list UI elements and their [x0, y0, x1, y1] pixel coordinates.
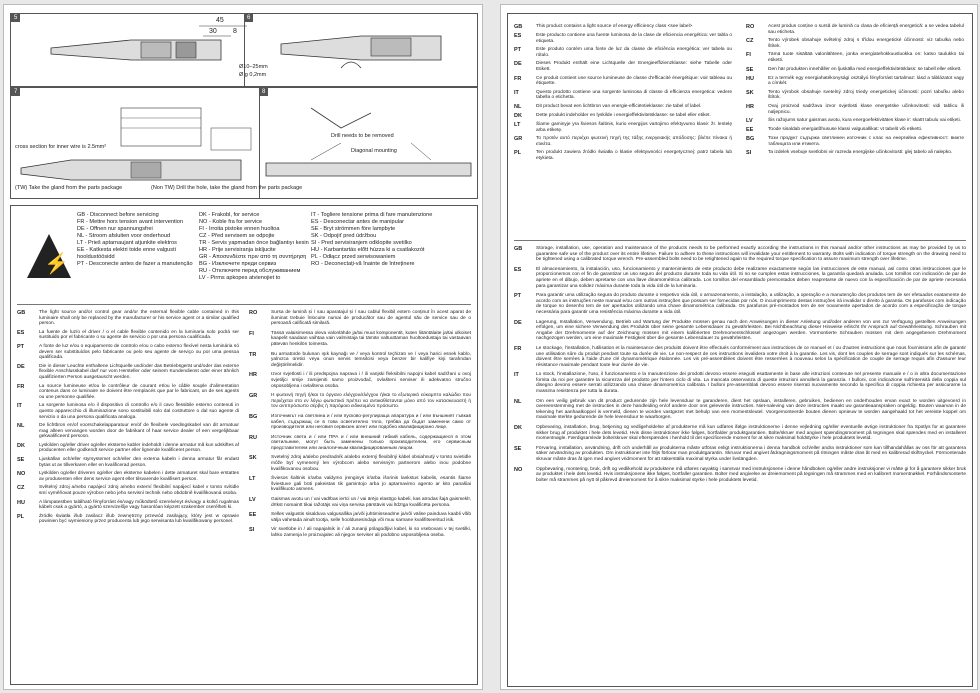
language-code: RU: [249, 434, 257, 441]
language-text: Lyskilden og/eller driveren og/eller den eksterne kabelen i dette armaturet skal bare erstattes av produsenten eller dens service agent eller tilsvarende kvalifisert person.: [39, 471, 239, 482]
legend-line: FR - Mettre hors tension avant intervention: [77, 219, 184, 225]
language-code: ES: [514, 266, 522, 273]
language-entry: [746, 127, 964, 133]
language-code: LT: [249, 476, 256, 483]
language-code: SE: [746, 66, 754, 73]
language-code: RO: [249, 310, 258, 316]
language-entry: [746, 104, 964, 115]
language-entry: [514, 372, 966, 394]
language-code: TR: [249, 351, 257, 358]
language-code: ES: [17, 329, 25, 336]
language-code: GR: [514, 136, 523, 143]
legend-line: PT - Desconecte antes de fazer a manutenção: [77, 261, 193, 267]
language-entry: [514, 24, 732, 30]
language-code: BG: [746, 136, 755, 143]
language-text: Šiame gaminyje yra šviesos šaltinis, kurio energijos vartojimo efektyvumo klasė: žr. lentelę arba etiketę.: [536, 121, 732, 133]
language-entry: [249, 476, 471, 493]
language-code: PT: [514, 293, 522, 300]
language-entry: [249, 512, 471, 523]
language-entry: [17, 344, 239, 361]
language-code: GR: [249, 393, 258, 400]
language-entry: [514, 425, 966, 442]
language-code: FI: [249, 330, 254, 337]
language-text: La source lumineuse et/ou le contrôleur de courant et/ou le câble souple d'alimentation contenus dans ce luminaire ne doivent être remplacés que par le fabricant, un de ses agents ou une personne qualifiée.: [39, 383, 239, 400]
legend-line: SE - Bryt strömmen före lampbyte: [311, 226, 396, 232]
language-text: Izvor svjetlosti i / ili predspojna naprava i / ili vanjski fleksibilni napojni kabel sadržani u ovoj svjetiljci smije zamijeniti samo proizvođač, ovlašteni serviser ili adekvatno stručno osposobljena i ovlaštena osoba.: [271, 372, 471, 389]
language-text: Acest produs conține o sursă de lumină cu clasa de eficiență energetică: a se vedea tabelul sau eticheta.: [768, 24, 964, 35]
language-text: Tässä valaisimessa oleva valonlähde ja/tai muut komponentit, kuten liitäntälaite ja/tai ulkoiset kaapelit saadaan vaihtaa vain valmistaja tai tämän valtuuttaman huoltoedustaja tai vastaavan pätevän henkilön toimesta.: [271, 330, 471, 347]
language-text: Storage, installation, use, operation and maintenance of the products needs to be performed exactly according the instructions in this manual and/or other instructions as may be provided by us to guarantee safe use of the product over its entire lifetime. Failure to adhere to these instructions will invalidate your entitlement to warranty. Bolts with indication of torque strength on the drawing need to be tightened using a calibrated torque wrench. Pre-assembled bolts need to be retightened again to the required torque specification to assure maximum strength over lifetime.: [536, 246, 966, 263]
language-code: IT: [514, 372, 519, 379]
language-text: Šis ražojums satur gaismas avotu, kura energoefektivitātes klase ir: skatīt tabulu vai etiķeti.: [768, 118, 962, 124]
drawing-panel-top: [10, 13, 478, 87]
language-entry: [746, 24, 964, 35]
language-code: NL: [17, 423, 25, 430]
caption-tw: (TW) Take the gland from the parts package: [15, 185, 123, 191]
language-code: HU: [17, 499, 25, 506]
language-entry: [514, 446, 966, 463]
language-text: Ta izdelek vsebuje svetlobni vir razreda energijske učinkovitosti: glej tabelo ali nalepko.: [768, 150, 953, 156]
language-code: NO: [17, 471, 26, 478]
language-code: NO: [514, 466, 523, 473]
language-text: Tento výrobok obsahuje svetelný zdroj triedy energetickej účinnosti: pozri tabuľku alebo štítok.: [768, 89, 964, 101]
legend-column-2: [199, 212, 309, 282]
dimension-45: 45: [216, 17, 224, 24]
replacement-text-left: [17, 310, 239, 528]
language-entry: [249, 414, 471, 431]
language-text: Dieses Produkt enthält eine Lichtquelle der Energieeffizienzklasse: siehe Tabelle oder Etikett.: [536, 61, 732, 72]
language-code: FR: [17, 383, 25, 390]
language-entry: [514, 346, 966, 368]
language-entry: [17, 364, 239, 381]
language-code: LV: [249, 497, 256, 504]
legend-column-3: [311, 212, 471, 268]
language-code: SI: [746, 150, 752, 157]
language-text: Opbevaring, installation, brug, betjening og vedligeholdelse af produkterne må kun udføres ifølge instruktionerne i denne vejledning og/eller eventuelle øvrige instruktioner fra Spotlys for at garantere sikker brug af produktet i hele dets levetid. Hvis disse instruktioner ikke følges, bortfalder produktgarantien. Bolte/skruer med angivet spændingsmoment på tegningen skal spændes med en installeret momentnøgle. Færdigsamlede bolte/skruer skal efterspændes i henhold til det specificerede moment for at sikre maksimal holdstyrke i hele produktets levetid.: [536, 425, 966, 442]
language-text: This product contains a light source of energy efficiency class <see label>: [536, 24, 693, 29]
language-code: PL: [514, 150, 522, 157]
language-text: Източникът на светлина и / или пусково-регулираща апаратура и / или външният гъвкав кабел, съдържащ се в това осветително тяло, трябва да бъдат заменени само от производителя или неговия сервизен агент или подобно квалифицирано лице.: [271, 413, 471, 431]
language-entry: [746, 90, 964, 101]
language-text: Toode sisaldab energiatõhususe klassi valgusallikat: vt tabelit või etiketti.: [768, 127, 923, 133]
legend-line: NO - Koble fra for service: [199, 219, 263, 225]
language-code: FR: [514, 75, 522, 82]
language-entry: [514, 293, 966, 315]
language-entry: [17, 514, 239, 525]
language-text: Vir svetlobe in / ali napajalnik in / ali zunanji prilagodljivi kabel, ki so vsebovani v tej svetilki, lahko zamenja le proizvajalec ali njegov serviser ali podobno usposobljena oseba.: [271, 527, 471, 538]
language-text: Ez a termék egy energiahatékonysági osztályú fényforrást tartalmaz: lásd a táblázatot vagy a címkét.: [768, 75, 964, 87]
language-text: Το προϊόν αυτό περιέχει φωτεινή πηγή της τάξης ενεργειακής απόδοσης: βλέπε πίνακα ή ετικέτα.: [536, 136, 732, 147]
language-text: The light source and/or control gear and/or the external flexible cable contained in this luminaire shall only be replaced by the manufacturer or his service agent or a similar qualified person.: [39, 310, 239, 327]
language-entry: [514, 467, 966, 484]
legend-line: CZ - Před servisem se odpojte: [199, 233, 275, 239]
legend-line: BG - Изключете преди сервиз: [199, 261, 277, 267]
legend-line: TR - Servis yapmadan önce bağlantıyı kesin: [199, 240, 309, 246]
wire-spec-label: Ø g 0,2mm: [239, 72, 267, 78]
language-code: HR: [746, 103, 754, 110]
language-entry: [249, 352, 471, 369]
language-entry: [746, 38, 964, 49]
language-code: DE: [514, 61, 522, 68]
language-text: Sursa de lumină și / sau aparatajul și / sau cablul flexibil extern conținut în acest aparat de iluminat trebuie înlocuite numai de producător sau de agentul său de service sau de o persoană calificată similară.: [271, 310, 471, 327]
language-code: DK: [17, 442, 25, 449]
language-text: Oppbevaring, montering, bruk, drift og vedlikehold av produktene må utføres nøyaktig i samsvar med instruksjonene i denne håndboken og/eller andre instruksjoner vi måtte gi for å garantere sikker bruk av produktet i hele dets levetid. Hvis instruksjonene ikke følges, bortfaller garantien. Bolter med angivelse av dreiemoment på tegningen må strammes med en kalibrert momentnøkkel. Forhåndsmonterte bolter må strammes på nytt til påkrevd dreiemoment for å sikre maksimal styrke i hele produktets levetid.: [536, 466, 966, 483]
language-entry: [746, 76, 964, 87]
energy-text-right: [746, 24, 964, 159]
language-entry: [249, 527, 471, 538]
legend-line: GR - Αποσυνδέστε πριν από τη συντήρηση: [199, 254, 307, 260]
language-entry: [249, 372, 471, 389]
language-code: IT: [17, 403, 22, 410]
safety-text-box: [10, 205, 478, 685]
language-entry: [514, 136, 732, 147]
diagonal-mounting-label: Diagonal mounting: [351, 148, 397, 154]
lightning-bolt-icon: ⚡: [44, 253, 69, 275]
language-entry: [17, 485, 239, 496]
dimension-8: 8: [233, 28, 237, 35]
legend-line: GB - Disconnect before servicing: [77, 212, 159, 218]
language-text: Para garantir uma utilização segura do produto durante o respetivo vida útil, o armazenamento, a instalação, a utilização, a operação e a manutenção dos produtos tem de ser efetuados exatamente de acordo com as instruções neste manual e/ou com outras instruções que possam ser fornecidas por nós. O incumprimento destas instruções irá invalidar o direito à garantia. Os parafusos com indicação de torque no desenho tem de ser apertados utilizando uma chave dinamométrica calibrada. Os parafusos pré-montados tem de ser novamente apertados de acordo com a especificação de torque necessária para garantir uma resistência máxima durante a vida útil.: [536, 293, 966, 315]
language-entry: [514, 33, 732, 44]
language-code: SK: [249, 455, 257, 462]
language-entry: [249, 310, 471, 327]
language-text: A fonte de luz e/ou o equipamento de controlo e/ou o cabo externo flexível nesta luminária só devem ser substituídos pelo fabricante ou pelo seu agente de serviço ou por uma pessoa qualificada.: [39, 343, 239, 361]
legend-line: SI - Pred servisiranjem odklopite svetilko: [311, 240, 412, 246]
language-code: BG: [249, 413, 258, 420]
language-code: RO: [746, 24, 755, 30]
language-code: GB: [514, 24, 523, 30]
language-code: PT: [17, 343, 25, 350]
legend-line: EE - Katkesta elektri toide enne valgusti hooldustöösidd: [77, 247, 176, 260]
language-text: Ce produit contient une source lumineuse de classe d'efficacité énergétique: voir tableau ou étiquette.: [536, 75, 732, 87]
replacement-text-right: [249, 310, 471, 543]
legend-line: SK - Odpojiť pred údržbou: [311, 233, 377, 239]
language-text: Förvaring, installation, användning, drift och underhåll av produkterna måste utföras enligt instruktionerna i denna handbok och/eller andra instruktioner som kan tillhandahållas av oss för att garantera säker användning av produkten. Om instruktioner inte följs förlorar man produktgarantin. Skruvar med angivet åtdragningsmoment på ritningen måste dras åt med en kalibrerad skiftnyckel. Förmonterade skruvar måste dras åt igen med angivet vridmoment för att säkerställa maximal styrka under livslängden.: [536, 445, 966, 462]
language-entry: [514, 47, 732, 58]
legend-column-1: [77, 212, 202, 268]
dimension-30: 30: [209, 28, 217, 35]
language-entry: [514, 90, 732, 101]
language-code: NL: [514, 103, 522, 110]
legend-line: RU - Отключите перед обслуживанием: [199, 268, 301, 274]
language-code: DK: [514, 425, 522, 432]
storage-text: [514, 246, 966, 487]
language-text: Selles valgustis sisalduva valgusallika ja/või juhtimisseadme ja/või välise painduva kaabli võib välja vahetada ainult tootja, selle hooldusesindaja või muu sarnane kvalifitseeritud isik.: [271, 512, 471, 523]
language-code: DK: [514, 112, 522, 119]
language-text: Questo prodotto contiene una sorgente luminosa di classe di efficienza energetica: vedere tabella o etichetta.: [536, 89, 732, 101]
language-text: Šviesos šaltinis ir/arba valdymo įrenginys ir/arba išorinis lankstus kabelis, esantis šiame šviestuve gali būti pakeistas tik gamintojo arba jo aptarnavimo agento ar kito panašiai kvalifikuoto asmens.: [271, 476, 471, 493]
language-text: Die in dieser Leuchte enthaltene Lichtquelle und/oder das Betriebsgerät und/oder das externe flexible Anschlusskabel darf nur vom Hersteller oder seinem Kundendienst oder einer ähnlich qualifizierten Person ausgetauscht werden.: [39, 363, 239, 380]
language-code: DE: [17, 363, 25, 370]
panel-number: 8: [259, 88, 268, 96]
language-text: Lyskilden og/eller driver og/eller eksterne kabler indeholdt i denne armatur må kun udskiftes af producenten eller godkendt service partner eller lignende kvalificeret person.: [39, 442, 239, 454]
language-code: FI: [746, 52, 751, 59]
language-entry: [746, 52, 964, 63]
language-entry: [514, 320, 966, 342]
language-text: Svetelný zdroj a/alebo predradník a/alebo externý flexibilný kábel obsiahnutý v tomto svietidle môže byť vymenený len výrobcom alebo servisným partnerom alebo inou podobne kvalifikovanou osobou.: [271, 455, 471, 472]
cross-section-note: cross section for inner wire is 2.5mm²: [15, 144, 107, 150]
language-text: Lagerung, Installation, Verwendung, Betrieb und Wartung der Produkte müssen genau nach den Anweisungen in dieser Anleitung und/oder anderen von uns zur Verfügung gestellten Anweisungen erfolgen, um eine sichere Verwendung des Produkts über seine gesamte Lebensdauer zu gewährleisten. Bei Nichtbeachtung dieser Hinweise erlischt Ihr Anspruch auf Gewährleistung. Schrauben mit Angabe der Drehmomente auf der Zeichnung müssen mit einem kalibrierten Drehmomentschlüssel angezogen werden. Vormontierte Schrauben müssen mit dem angegebenen Drehmoment nachgezogen werden, um eine maximale Festigkeit über die gesamte Lebensdauer zu gewährleisten.: [536, 319, 966, 342]
language-text: Источник света и / или ПРА и / или внешний гибкий кабель, содержащиеся в этом светильнике, могут быть заменены только производителем, его сервисным представителем или аналогичным квалифицированным лицом.: [271, 434, 471, 451]
language-text: Ljuskällan och/eller styrsystemet och/eller den externa kabeln i denna armatur får endast bytas ut av tillverkaren eller en kvalificerad person.: [39, 457, 239, 468]
language-entry: [17, 310, 239, 327]
language-text: Ten produkt zawiera źródło światła o klasie efektywności energetycznej: patrz tabela lub etykieta.: [536, 150, 732, 161]
language-code: IT: [514, 89, 519, 96]
section-divider: [514, 240, 966, 241]
section-divider: [17, 304, 471, 305]
cable-diameter-label: Ø10–25mm: [239, 64, 268, 70]
right-instruction-sheet: [500, 4, 978, 690]
language-code: DE: [514, 319, 522, 326]
language-code: EE: [249, 512, 257, 519]
legend-line: NL - Stroom afsluiten voor onderhoud: [77, 233, 171, 239]
language-text: Světelný zdroj a/nebo napájecí zdroj a/nebo externí flexibilní napájecí kabel v tomto svítidle smí vyměňovat pouze výrobce nebo jeho servisní technik nebo obdobně kvalifikovaná osoba.: [39, 485, 239, 497]
language-text: La sorgente luminosa e/o il dispositivo di controllo e/o il cavo flessibile esterno contenuti in questo apparecchio di illuminazione sono sostituibili solo dal costruttore o dal suo agente di servizio o da una persona qualificata analoga.: [39, 403, 239, 420]
legend-line: IT - Togliere tensione prima di fare manutenzione: [311, 212, 433, 218]
legend-line: LT - Prieš aptarnaujant atjunkite elektros: [77, 240, 177, 246]
language-code: SK: [746, 89, 754, 96]
language-text: Lo stock, l'installazione, l'uso, il funzionamento e la manutenzione dei prodotti devono essere eseguiti esattamente in base alle istruzioni contenute nel presente manuale e / o in altra documentazione fornita da noi per garantire la sicurezza del prodotto per l'intero ciclo di vita. La mancata osservanza di queste istruzioni annullerà la garanzia. I bulloni, con indicazione sull'intensità della coppia sul disegno devono essere serrati utilizzando una chiave dinamometrica calibrata. I bulloni pre-assemblati devono essere riserrati nuovamente secondo la specifica di coppia richiesta per assicurarne la massima resistenza per tutta la durata.: [536, 372, 966, 395]
language-entry: [17, 471, 239, 482]
language-text: La fuente de luz/o el driver / o el cable flexible contenido en la luminaria solo podrá ser sustituido por el fabricante o su agente de servicio o por una persona cualificada.: [39, 329, 239, 341]
language-entry: [746, 136, 964, 147]
left-instruction-sheet: [3, 4, 483, 690]
language-entry: [514, 76, 732, 87]
panel-number: 7: [11, 88, 20, 96]
language-entry: [514, 113, 732, 119]
language-entry: [514, 267, 966, 289]
language-entry: [514, 122, 732, 133]
language-code: FR: [514, 345, 522, 352]
language-code: EE: [746, 127, 754, 134]
wiring-drawing: [11, 88, 477, 198]
language-text: Om een veilig gebruik van dit product gedurende zijn hele levensduur te garanderen, dient het opslaan, installeren, gebruiken, bedienen en onderhouden ervan exact te worden uitgevoerd in overeenstemming met de instructies in deze handleiding en/of andere door ons geleverde instructies. Niet-naleving van deze instructies maakt uw garantieaanspraken ongeldig. Bouten waarvan in de tekening het aanhaalkoppel is vermeld, dienen te worden vastgezet met behulp van een momentsleutel. Voorgemonteerde bouten dienen opnieuw te worden aangehaald tot het vereiste koppel om maximale sterkte gedurende de hele levensduur te waarborgen.: [536, 398, 966, 421]
language-entry: [514, 246, 966, 263]
language-text: El almacenamiento, la instalación, uso, funcionamiento y mantenimiento de este producto debe realizarse exactamente según las instrucciones de este manual, así como otras instrucciones que le proporcionemos con el fin de garantizar un uso seguro del producto durante toda su vida útil. Si no se cumplen estas instrucciones, la garantía quedará anulada. Los tornillos con indicación de par de apriete en el dibujo, deben apretarse con una llave dinamométrica calibrada. Los tornillos del ensamblado premontados deben reapretarse de nuevo con la especificación de par de apriete necesaria para garantizar una solidez máxima durante toda la vida útil de la luminaria.: [536, 266, 966, 289]
legend-line: DK - Frakobl, for service: [199, 212, 260, 218]
language-text: Bu armatürde bulunan ışık kaynağı ve / veya kontrol teçhizatı ve / veya harici esnek kablo, yalnızca üretici veya onun servis temsilcisi veya benzer bir kalifiye kişi tarafından değiştirilmelidir.: [271, 351, 471, 368]
language-entry: [249, 435, 471, 452]
legend-line: HR - Prije servisiranja iskljucite: [199, 247, 276, 253]
language-code: SE: [514, 445, 522, 452]
language-text: Den här produkten innehåller en ljuskälla med energieffektivitetsklass: se tabell eller etikett.: [768, 66, 962, 72]
language-code: CZ: [746, 38, 754, 45]
language-code: ES: [514, 33, 522, 39]
legend-line: RO - Deconectați-vă înainte de întreținere: [311, 261, 415, 267]
language-code: SE: [17, 457, 25, 464]
language-code: CZ: [17, 485, 25, 492]
language-code: HU: [746, 75, 754, 82]
language-text: Dette produkt indeholder en lyskilde i energieffektivitetsklasse: se tabel eller etiket.: [536, 112, 711, 118]
drawing-panel-bottom: [10, 87, 478, 199]
language-code: LT: [514, 121, 521, 128]
language-entry: [249, 455, 471, 472]
language-code: HR: [249, 372, 257, 379]
panel-number: 5: [11, 14, 20, 22]
language-entry: [746, 150, 964, 156]
language-entry: [514, 61, 732, 72]
language-text: Dit product bevat een lichtbron van energie-efficiëntieklasse: zie tabel of label.: [536, 103, 702, 109]
language-entry: [514, 150, 732, 161]
panel-number: 6: [244, 14, 253, 22]
language-text: Gaismas avotu un / vai vadības ierīci un / vai ārējo elastīgo kabeli, kas atrodas šajā gaismeklī, drīkst nomainīt tikai ražotājs vai viņa servisa pārstāvis vai līdzīga kvalificēta persona.: [271, 497, 471, 508]
language-code: PL: [17, 513, 25, 520]
language-text: Ovaj proizvod sadržava izvor svjetlosti klase energetske učinkovitosti: vidi tablicu ili naljepnicu.: [768, 103, 964, 115]
energy-text-left: [514, 24, 732, 165]
language-entry: [249, 331, 471, 348]
hole-note: Drill needs to be removed: [331, 133, 394, 139]
language-entry: [249, 393, 471, 410]
legend-line: LV - Pirms apkopes atvienojiet to: [199, 275, 281, 281]
language-text: Tämä tuote sisältää valonlähteen, jonka energiatehokkuusluokka on: katso taulukko tai etiketti.: [768, 52, 964, 63]
language-entry: [746, 67, 964, 73]
language-code: SI: [249, 527, 255, 534]
energy-text-box: [507, 13, 973, 687]
language-code: NL: [514, 398, 522, 405]
language-entry: [514, 399, 966, 421]
language-entry: [17, 403, 239, 420]
language-entry: [17, 384, 239, 401]
language-entry: [17, 330, 239, 341]
language-entry: [746, 118, 964, 124]
language-text: Este producto contiene una fuente luminosa de la clase de eficiencia energética: ver tabla o etiqueta.: [536, 33, 732, 44]
language-text: Le stockage, l'installation, l'utilisation et la maintenance des produits doivent être effectués conformément aux instructions de ce manuel et / ou d'autres instructions que nous fournissons afin de garantir une utilisation sûre du produit pendant toute sa durée de vie. Le non-respect de ces instructions invalidera votre droit à la garantie. Les vis, dont les couples de serrage sont indiqués sur les schémas, doivent être serrées à l'aide d'une clé dynamométrique étalonnée. Les vis pré-assemblées doivent être resserrées à nouveau selon la spécification de couple de serrage requis afin d'assurer leur résistance maximale pendant toute leur durée de vie.: [536, 345, 966, 368]
legend-line: ES - Desconectar antes de manipular: [311, 219, 404, 225]
language-text: Tento výrobek obsahuje světelný zdroj s třídou energetické účinnosti: viz tabulka nebo štítek.: [768, 38, 964, 49]
language-text: Η φωτεινή πηγή ή/και το όργανο ελέγχου/ελέγχου ή/και το εξωτερικό εύκαμπτο καλώδιο που περιέχεται στο εν λόγω φωτιστικό πρέπει να αντικαθίστανται μόνο από τον κατασκευαστή ή τον αντιπρόσωπο σέρβις ή παρόμοιο ειδικευμένο πρόσωπο.: [271, 393, 471, 410]
language-entry: [17, 443, 239, 454]
language-code: PT: [514, 47, 522, 54]
language-text: De lichtbron en/of voorschakelapparatuur en/of de flexibele voedingskabel van dit armatuur mag alleen vervangen worden door de fabrikant of haar service dealer of een vergelijkbaar gekwalificeerd persoon.: [39, 423, 239, 440]
legend-line: HU - Karbantartás előtt húzza ki a csatlakozót: [311, 247, 425, 253]
language-text: Źródło światła i/lub zasilacz i/lub zewnętrzny przewód zasilający, który jest w oprawie powinien być wymieniony przez producenta lub jego serwisanta lub kwalifikowany personel.: [39, 513, 239, 525]
language-code: GB: [514, 246, 523, 252]
language-entry: [249, 497, 471, 508]
language-text: Este produto contém uma fonte de luz da classe de eficiência energética: ver tabela ou rótulo.: [536, 47, 732, 58]
caption-nontw: (Non TW) Drill the hole, take the gland from the parts package: [151, 185, 303, 191]
language-entry: [17, 500, 239, 511]
legend-line: DE - Offnen nur spannungsfrei: [77, 226, 153, 232]
legend-line: FI - Irroita pistoke ennen huoltoa: [199, 226, 280, 232]
language-entry: [17, 457, 239, 468]
legend-line: PL - Odłącz przed serwisowaniem: [311, 254, 396, 260]
language-entry: [514, 104, 732, 110]
language-text: Този продукт съдържа светлинен източник с клас на енергийна ефективност: вижте таблицата или етикета.: [768, 136, 964, 147]
language-code: LV: [746, 118, 753, 125]
language-text: A lámpatestben található fényforrást és/vagy működtető szerelvényt és/vagy a külső rugalmas kábelt csak a gyártó, a gyártó szervizelője vagy hasonlóan képzett szakember cserélheti ki.: [39, 499, 239, 511]
language-code: GB: [17, 310, 26, 316]
language-entry: [17, 423, 239, 440]
